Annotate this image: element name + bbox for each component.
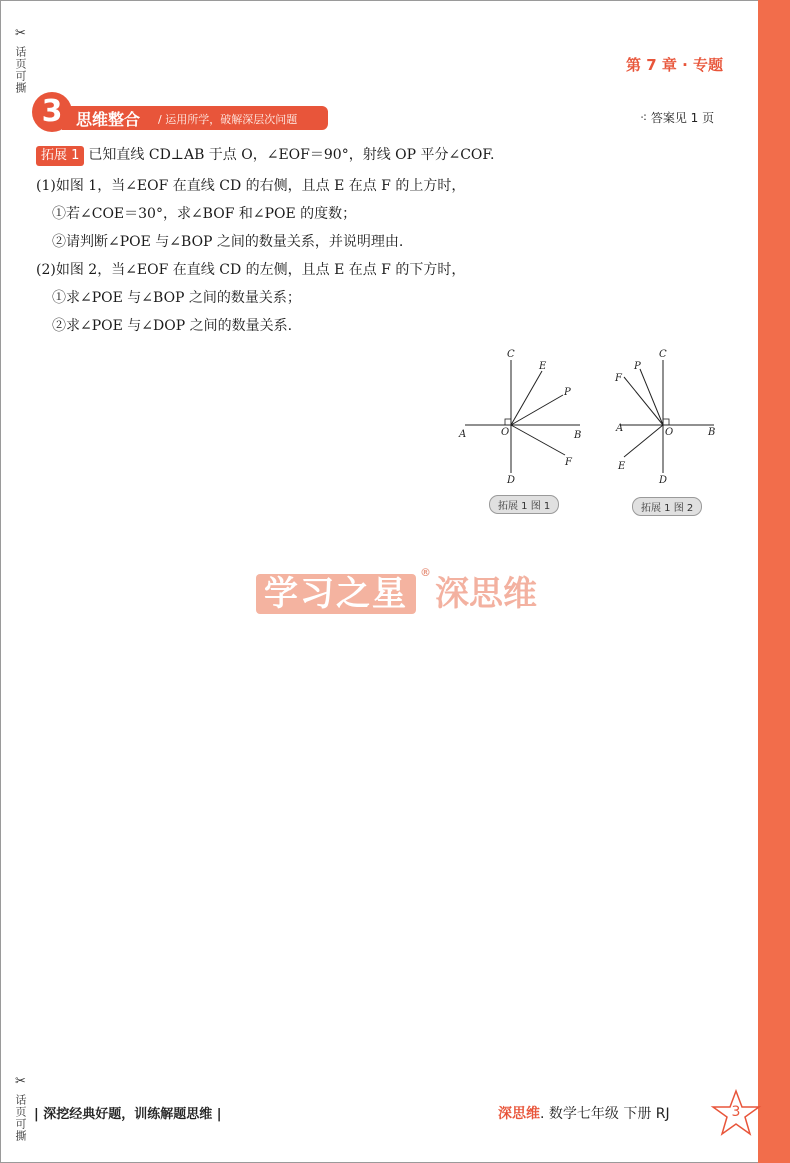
label-a: A bbox=[459, 429, 467, 440]
figure-1-diagram bbox=[455, 345, 590, 485]
label-d: D bbox=[659, 475, 668, 485]
scissors-icon: ✂ bbox=[13, 1074, 28, 1090]
ray-op bbox=[511, 395, 563, 425]
label-f: F bbox=[565, 457, 572, 468]
footer-book-info bbox=[498, 1103, 670, 1123]
label-p: P bbox=[564, 387, 571, 398]
ray-oe bbox=[624, 425, 663, 457]
label-c: C bbox=[507, 349, 515, 360]
label-b: B bbox=[574, 430, 582, 441]
ray-op bbox=[640, 369, 663, 425]
footer-brand: 深思维 bbox=[498, 1106, 540, 1122]
scissors-icon: ✂ bbox=[13, 26, 28, 42]
watermark-sub: 深思维 bbox=[435, 574, 537, 614]
label-e: E bbox=[618, 461, 626, 472]
problem-part-2: (2)如图 2，当∠EOF 在直线 CD 的左侧，且点 E 在点 F 的下方时， bbox=[36, 262, 466, 278]
registered-mark: ® bbox=[420, 566, 431, 579]
figure-2-caption: 拓展 1 图 2 bbox=[632, 497, 702, 516]
figure-1-caption: 拓展 1 图 1 bbox=[489, 495, 559, 514]
answer-reference: ⁖ 答案见 1 页 bbox=[640, 111, 715, 125]
page-number: 3 bbox=[731, 1104, 741, 1120]
dots-icon: ⁖ bbox=[640, 111, 651, 125]
ray-of bbox=[624, 377, 663, 425]
label-d: D bbox=[507, 475, 516, 485]
label-c: C bbox=[659, 349, 667, 360]
label-p: P bbox=[634, 361, 641, 372]
figure-1 bbox=[455, 345, 590, 489]
watermark-brand: 学习之星 bbox=[256, 574, 416, 614]
watermark bbox=[256, 566, 537, 615]
label-e: E bbox=[539, 361, 547, 372]
section-subtitle: / 运用所学，破解深层次问题 bbox=[158, 113, 298, 126]
right-angle-mark bbox=[663, 419, 669, 425]
footer-slogan: | 深挖经典好题，训练解题思维 | bbox=[34, 1107, 222, 1122]
problem-part-2-q1: ①求∠POE 与∠BOP 之间的数量关系； bbox=[52, 290, 301, 306]
right-angle-mark bbox=[505, 419, 511, 425]
ray-oe bbox=[511, 371, 542, 425]
label-f: F bbox=[615, 373, 622, 384]
tear-off-mark-bottom: ✂话页可撕 bbox=[13, 1074, 28, 1142]
tear-off-mark-top: ✂话页可撕 bbox=[13, 26, 28, 94]
problem-part-1-q1: ①若∠COE＝30°，求∠BOF 和∠POE 的度数； bbox=[52, 206, 357, 222]
problem-tag: 拓展 1 bbox=[36, 146, 84, 166]
problem-statement: 拓展 1 已知直线 CD⊥AB 于点 O，∠EOF＝90°，射线 OP 平分∠COF. bbox=[36, 145, 494, 166]
right-color-band bbox=[758, 0, 790, 1163]
problem-part-1-q2: ②请判断∠POE 与∠BOP 之间的数量关系，并说明理由. bbox=[52, 234, 404, 250]
ray-of bbox=[511, 425, 565, 455]
section-title: 思维整合 bbox=[76, 110, 141, 129]
label-o: O bbox=[501, 427, 510, 438]
label-o: O bbox=[665, 427, 674, 438]
footer-book: . 数学七年级 下册 RJ bbox=[540, 1106, 670, 1122]
figure-2 bbox=[610, 345, 725, 489]
chapter-title: 第 7 章 · 专题 bbox=[626, 56, 724, 74]
label-a: A bbox=[616, 423, 624, 434]
figure-2-diagram bbox=[610, 345, 725, 485]
problem-part-2-q2: ②求∠POE 与∠DOP 之间的数量关系. bbox=[52, 318, 293, 334]
problem-part-1: (1)如图 1，当∠EOF 在直线 CD 的右侧，且点 E 在点 F 的上方时， bbox=[36, 178, 466, 194]
label-b: B bbox=[708, 427, 716, 438]
section-number: 3 bbox=[32, 92, 72, 132]
